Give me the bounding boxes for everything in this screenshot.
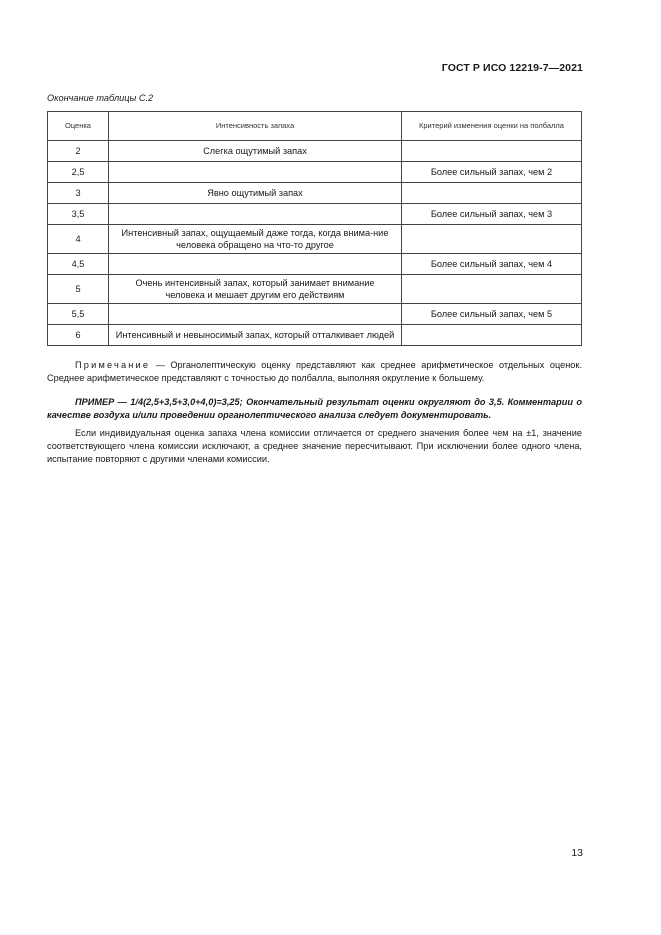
criterion-cell: Более сильный запах, чем 5 — [402, 304, 582, 325]
table-note — [47, 359, 582, 384]
column-header-score: Оценка — [48, 112, 109, 141]
table-row — [48, 254, 582, 275]
score-cell: 6 — [48, 325, 109, 346]
criterion-cell: Более сильный запах, чем 2 — [402, 162, 582, 183]
table-row — [48, 162, 582, 183]
score-cell: 4 — [48, 225, 109, 254]
body-paragraph: Если индивидуальная оценка запаха члена комиссии отличается от среднего значения более чем на ±1, значение соответствующего члена комиссии исключают, а среднее значение пересчитывают. При исключении более одного члена, испытание повторяют с другими членами комиссии. — [47, 428, 582, 464]
intensity-cell: Интенсивный и невыносимый запах, который отталкивает людей — [109, 325, 402, 346]
criterion-cell — [402, 275, 582, 304]
intensity-cell — [109, 304, 402, 325]
score-cell: 5 — [48, 275, 109, 304]
table-row — [48, 275, 582, 304]
odor-intensity-table — [47, 111, 582, 346]
score-cell: 3,5 — [48, 204, 109, 225]
score-cell: 5,5 — [48, 304, 109, 325]
table-header-row — [48, 112, 582, 141]
criterion-cell — [402, 325, 582, 346]
criterion-cell — [402, 141, 582, 162]
intensity-cell: Явно ощутимый запах — [109, 183, 402, 204]
score-cell: 2 — [48, 141, 109, 162]
criterion-cell: Более сильный запах, чем 3 — [402, 204, 582, 225]
criterion-cell: Более сильный запах, чем 4 — [402, 254, 582, 275]
table-row — [48, 183, 582, 204]
score-cell: 4,5 — [48, 254, 109, 275]
column-header-criterion: Критерий изменения оценки на полбалла — [402, 112, 582, 141]
example-paragraph: ПРИМЕР — 1/4(2,5+3,5+3,0+4,0)=3,25; Окончательный результат оценки округляют до 3,5. Комментарии о качестве воздуха и/или проведении органолептического анализа следует документировать. — [47, 397, 582, 420]
intensity-cell: Очень интенсивный запах, который занимает внимание человека и мешает другим его действиям — [109, 275, 402, 304]
score-cell: 2,5 — [48, 162, 109, 183]
table-row — [48, 304, 582, 325]
intensity-cell: Интенсивный запах, ощущаемый даже тогда, когда внима-ние человека обращено на что-то другое — [109, 225, 402, 254]
intensity-cell — [109, 254, 402, 275]
score-cell: 3 — [48, 183, 109, 204]
column-header-intensity: Интенсивность запаха — [109, 112, 402, 141]
intensity-cell: Слегка ощутимый запах — [109, 141, 402, 162]
table-row — [48, 204, 582, 225]
note-label: Примечание — [75, 360, 151, 370]
table-row — [48, 325, 582, 346]
page-number: 13 — [571, 847, 583, 859]
criterion-cell — [402, 183, 582, 204]
table-caption: Окончание таблицы С.2 — [47, 93, 154, 103]
intensity-cell — [109, 204, 402, 225]
intensity-cell — [109, 162, 402, 183]
note-text: — Органолептическую оценку представляют как среднее арифметическое отдельных оценок. Среднее арифметическое представляют с точностью до полбалла, выполняя округление к большему. — [47, 360, 582, 383]
table-row — [48, 141, 582, 162]
standard-code: ГОСТ Р ИСО 12219-7—2021 — [441, 62, 583, 74]
table-row — [48, 225, 582, 254]
criterion-cell — [402, 225, 582, 254]
